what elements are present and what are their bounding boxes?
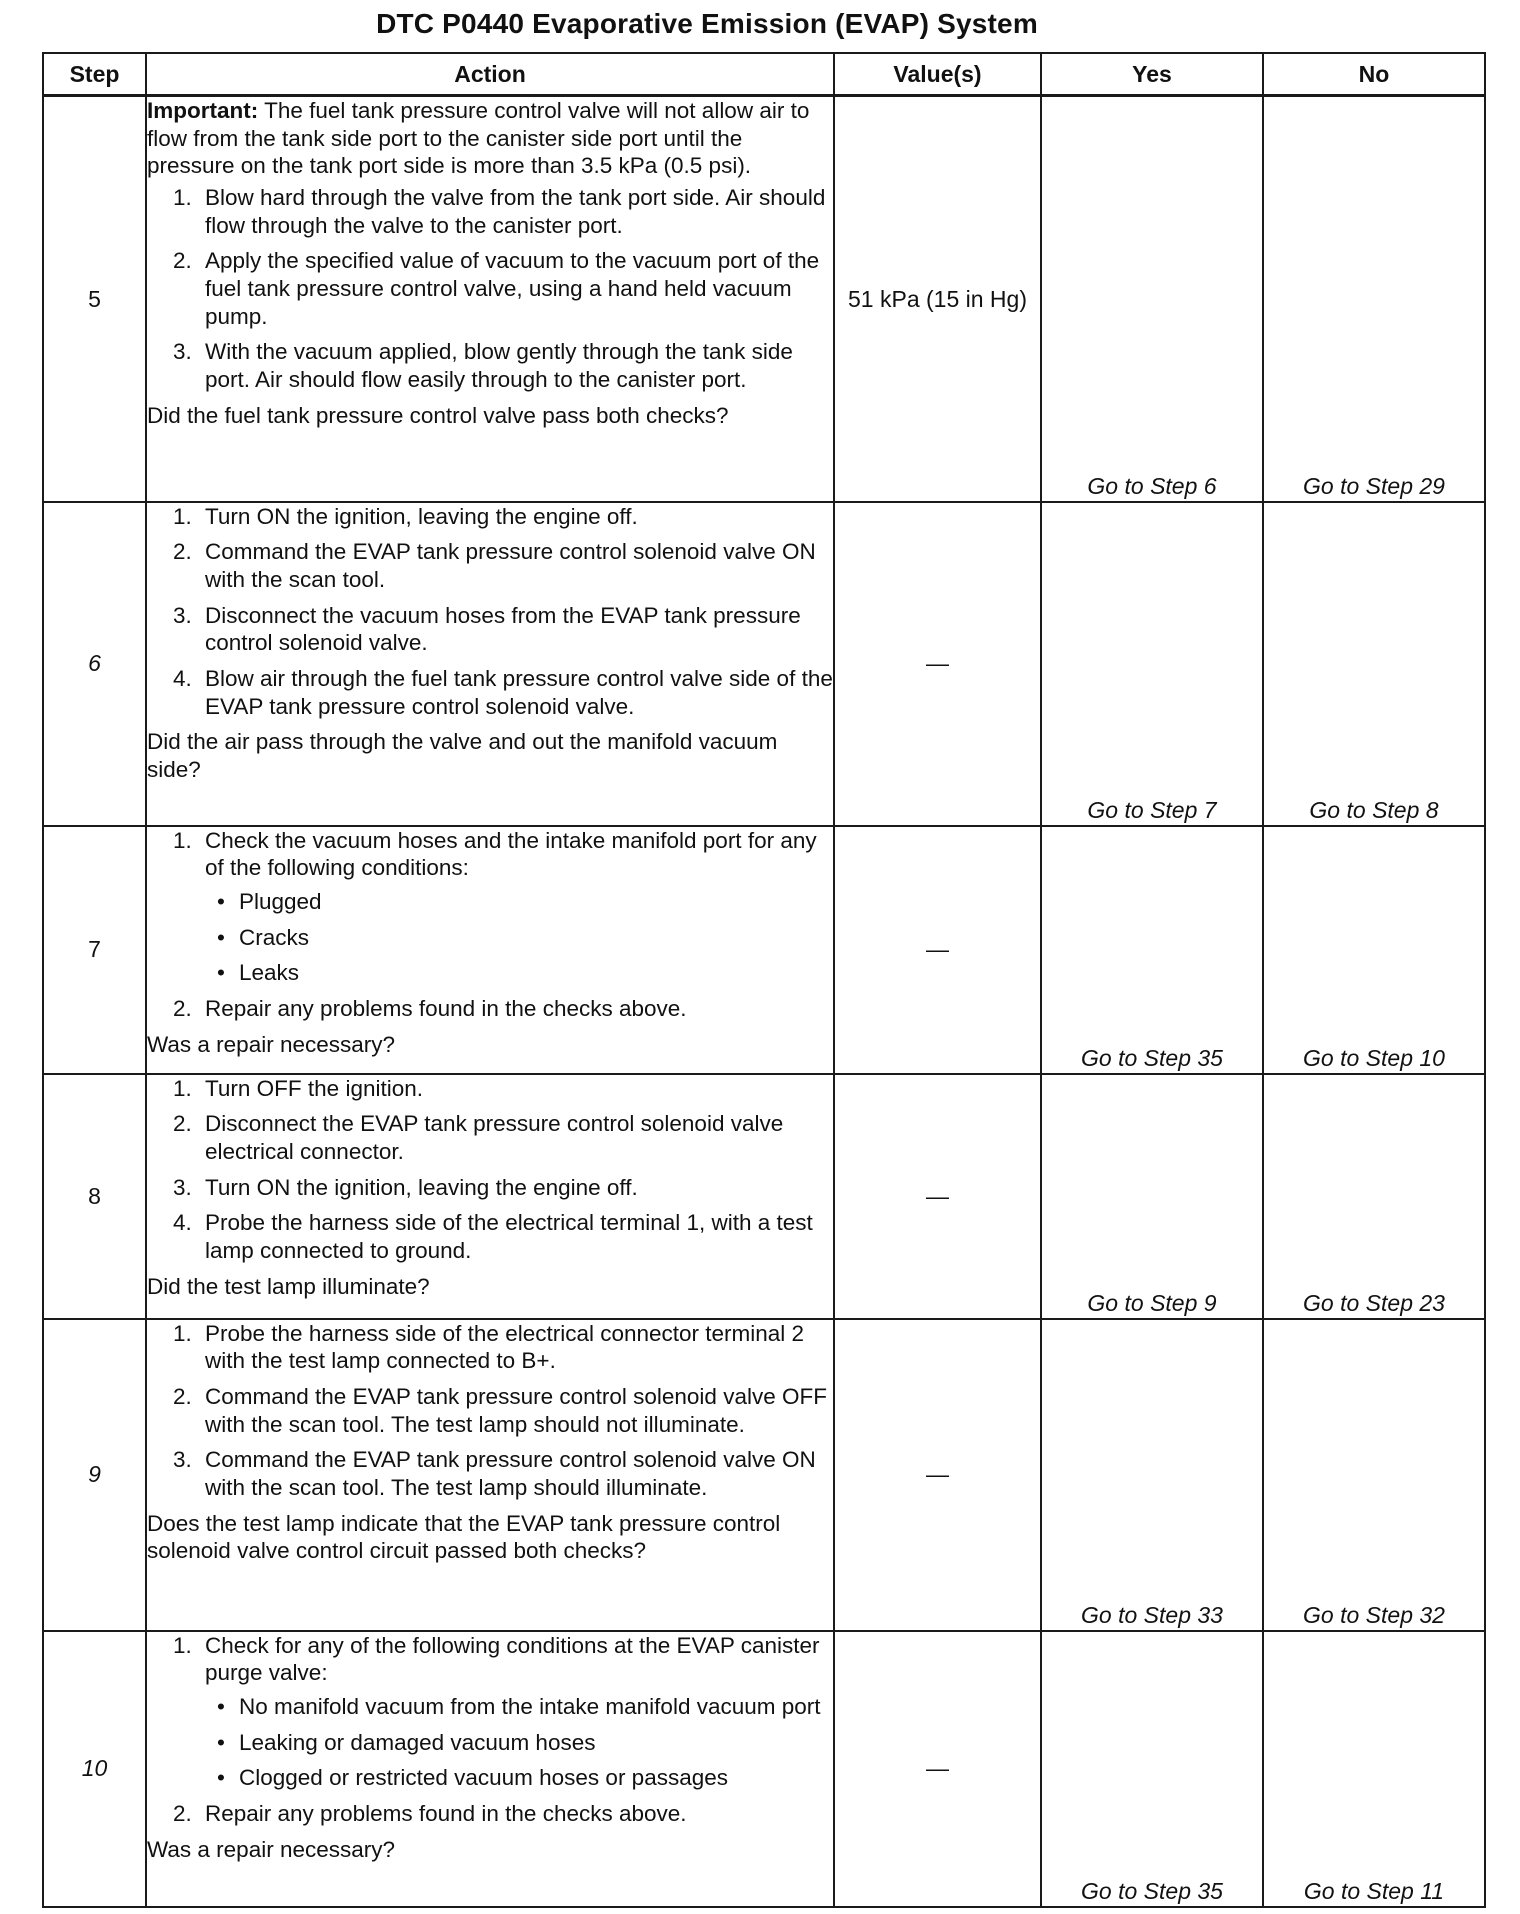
substep [173, 1320, 833, 1375]
step-number: 7 [43, 826, 146, 1074]
substep-number: 1. [173, 1320, 192, 1346]
step-question: Did the fuel tank pressure control valve pass both checks? [147, 402, 729, 428]
substep-number: 3. [173, 339, 192, 365]
condition-item: • Clogged or restricted vacuum hoses or passages [239, 1764, 833, 1792]
value-cell: — [834, 826, 1041, 1074]
step-number: 8 [43, 1074, 146, 1319]
substep-text: Disconnect the vacuum hoses from the EVAP tank pressure control solenoid valve. [205, 602, 801, 656]
substep-text: Command the EVAP tank pressure control solenoid valve OFF with the scan tool. The test lamp should not illuminate. [205, 1383, 827, 1437]
substep-number: 1. [173, 185, 192, 211]
value-cell: 51 kPa (15 in Hg) [834, 96, 1041, 502]
column-header-action: Action [146, 53, 834, 96]
substep-text: Probe the harness side of the electrical terminal 1, with a test lamp connected to ground. [205, 1210, 813, 1263]
substep-text: Repair any problems found in the checks above. [205, 1800, 687, 1826]
value-cell: — [834, 1319, 1041, 1631]
substep-number: 1. [173, 503, 192, 529]
substep-list [147, 503, 833, 721]
substep-number: 3. [173, 1447, 192, 1473]
substep-text: Apply the specified value of vacuum to the vacuum port of the fuel tank pressure control valve, using a hand held vacuum pump. [205, 248, 820, 329]
no-outcome: Go to Step 32 [1263, 1319, 1485, 1631]
step-question: Does the test lamp indicate that the EVAP tank pressure control solenoid valve control circuit passed both checks? [147, 1510, 781, 1564]
condition-item: • No manifold vacuum from the intake manifold vacuum port [239, 1693, 833, 1721]
substep-number: 1. [173, 1632, 192, 1658]
condition-item: • Cracks [239, 924, 833, 952]
substep-number: 3. [173, 1174, 192, 1200]
column-header-step: Step [43, 53, 146, 96]
substep [173, 1632, 833, 1792]
column-header-no: No [1263, 53, 1485, 96]
substep-number: 2. [173, 995, 192, 1021]
step-question: Did the air pass through the valve and out the manifold vacuum side? [147, 729, 778, 782]
no-outcome: Go to Step 23 [1263, 1074, 1485, 1319]
substep-number: 2. [173, 539, 192, 565]
condition-list [205, 1693, 833, 1792]
substep-number: 1. [173, 827, 192, 853]
substep-list [147, 1632, 833, 1828]
no-outcome: Go to Step 8 [1263, 502, 1485, 826]
condition-item: • Plugged [239, 888, 833, 916]
yes-outcome: Go to Step 7 [1041, 502, 1263, 826]
table-row-step-5 [43, 96, 1485, 502]
action-cell [146, 502, 834, 826]
substep-text: Turn ON the ignition, leaving the engine off. [205, 503, 638, 529]
substep [173, 247, 833, 330]
condition-list [205, 888, 833, 987]
substep [173, 538, 833, 593]
step-number: 5 [43, 96, 146, 502]
important-note [147, 97, 833, 180]
substep [173, 184, 833, 239]
table-row-step-7 [43, 826, 1485, 1074]
action-cell [146, 826, 834, 1074]
substep [173, 1209, 833, 1264]
column-header-yes: Yes [1041, 53, 1263, 96]
condition-item: • Leaks [239, 959, 833, 987]
table-row-step-10 [43, 1631, 1485, 1907]
no-outcome: Go to Step 29 [1263, 96, 1485, 502]
value-cell: — [834, 502, 1041, 826]
substep-text: Check the vacuum hoses and the intake manifold port for any of the following conditions: [205, 827, 817, 881]
step-number: 10 [43, 1631, 146, 1907]
substep [173, 1075, 833, 1103]
substep-text: Disconnect the EVAP tank pressure control solenoid valve electrical connector. [205, 1111, 784, 1164]
substep [173, 338, 833, 393]
action-cell [146, 1319, 834, 1631]
substep-number: 2. [173, 248, 192, 274]
substep-text: Turn OFF the ignition. [205, 1075, 424, 1101]
substep-list [147, 827, 833, 1023]
substep [173, 1110, 833, 1165]
step-question: Was a repair necessary? [147, 1836, 396, 1862]
substep [173, 665, 833, 720]
substep [173, 1383, 833, 1438]
substep [173, 1800, 833, 1828]
substep-number: 2. [173, 1111, 192, 1137]
substep-list [147, 1320, 833, 1502]
step-question: Was a repair necessary? [147, 1031, 396, 1057]
substep-number: 1. [173, 1075, 192, 1101]
yes-outcome: Go to Step 33 [1041, 1319, 1263, 1631]
action-cell [146, 1631, 834, 1907]
no-outcome: Go to Step 10 [1263, 826, 1485, 1074]
yes-outcome: Go to Step 35 [1041, 1631, 1263, 1907]
yes-outcome: Go to Step 9 [1041, 1074, 1263, 1319]
table-row-step-8 [43, 1074, 1485, 1319]
substep-list [147, 1075, 833, 1265]
action-cell [146, 96, 834, 502]
substep-list [147, 184, 833, 394]
action-cell [146, 1074, 834, 1319]
value-cell: — [834, 1631, 1041, 1907]
important-text: The fuel tank pressure control valve will not allow air to flow from the tank side port to the canister side port until the pressure on the tank port side is more than 3.5 kPa (0.5 psi). [147, 98, 810, 179]
condition-item: • Leaking or damaged vacuum hoses [239, 1729, 833, 1757]
substep [173, 1174, 833, 1202]
substep-text: Check for any of the following conditions at the EVAP canister purge valve: [205, 1632, 820, 1686]
substep-text: Blow hard through the valve from the tank port side. Air should flow through the valve to the canister port. [205, 185, 826, 238]
substep-text: Command the EVAP tank pressure control solenoid valve ON with the scan tool. [205, 539, 816, 592]
substep [173, 602, 833, 657]
substep-number: 4. [173, 665, 192, 691]
diagnostic-table [42, 52, 1486, 1908]
no-outcome: Go to Step 11 [1263, 1631, 1485, 1907]
step-number: 9 [43, 1319, 146, 1631]
substep-text: With the vacuum applied, blow gently through the tank side port. Air should flow easily through to the canister port. [205, 339, 793, 393]
table-row-step-6 [43, 502, 1485, 826]
value-cell: — [834, 1074, 1041, 1319]
table-row-step-9 [43, 1319, 1485, 1631]
page-title: DTC P0440 Evaporative Emission (EVAP) System [376, 8, 1038, 39]
substep [173, 995, 833, 1023]
substep [173, 1446, 833, 1501]
yes-outcome: Go to Step 35 [1041, 826, 1263, 1074]
substep-number: 2. [173, 1383, 192, 1409]
step-question: Did the test lamp illuminate? [147, 1273, 430, 1299]
yes-outcome: Go to Step 6 [1041, 96, 1263, 502]
substep [173, 503, 833, 531]
substep-number: 3. [173, 602, 192, 628]
substep-number: 2. [173, 1800, 192, 1826]
substep-text: Blow air through the fuel tank pressure control valve side of the EVAP tank pressure control solenoid valve. [205, 665, 833, 719]
substep [173, 827, 833, 987]
table-header-row [43, 53, 1485, 96]
substep-text: Probe the harness side of the electrical connector terminal 2 with the test lamp connected to B+. [205, 1320, 805, 1374]
substep-text: Command the EVAP tank pressure control solenoid valve ON with the scan tool. The test lamp should illuminate. [205, 1447, 816, 1500]
important-label: Important: [147, 98, 259, 123]
substep-number: 4. [173, 1210, 192, 1236]
step-number: 6 [43, 502, 146, 826]
column-header-values: Value(s) [834, 53, 1041, 96]
substep-text: Turn ON the ignition, leaving the engine off. [205, 1174, 638, 1200]
substep-text: Repair any problems found in the checks above. [205, 995, 687, 1021]
